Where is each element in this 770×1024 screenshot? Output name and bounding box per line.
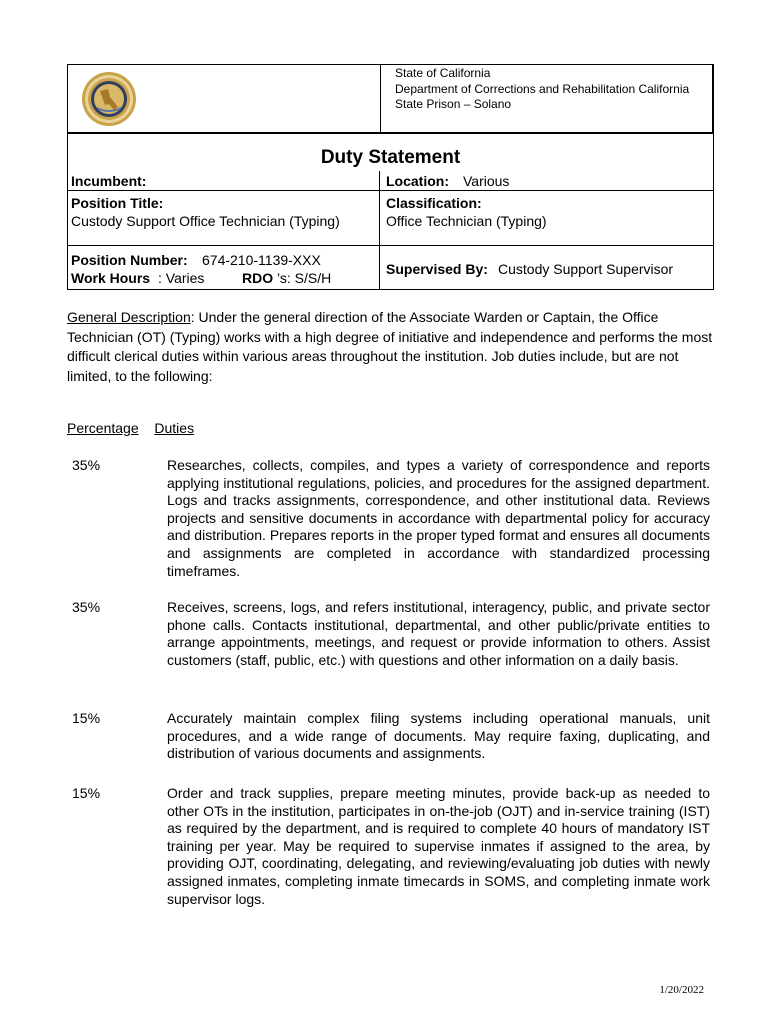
- rdo-value: ’s: S/S/H: [277, 270, 332, 286]
- duty-percent: 15%: [72, 710, 101, 726]
- location-cell: [380, 171, 713, 190]
- header-table: [67, 64, 714, 134]
- supervised-by-cell: [380, 246, 713, 289]
- supervised-by-label: Supervised By:: [386, 261, 488, 277]
- title-row: [67, 134, 714, 171]
- position-title-cell: [68, 191, 380, 245]
- state-seal-icon: [81, 71, 137, 127]
- footer-date: 1/20/2022: [659, 984, 704, 996]
- position-title-label: Position Title:: [71, 195, 164, 211]
- agency-institution: State Prison – Solano: [395, 97, 512, 111]
- classification-value: Office Technician (Typing): [386, 213, 547, 229]
- agency-state: State of California: [395, 66, 491, 80]
- info-row-position: [67, 190, 714, 245]
- general-description-label: General Description: [67, 309, 191, 325]
- document-title: Duty Statement: [320, 147, 461, 168]
- incumbent-cell: [68, 171, 380, 190]
- classification-cell: [380, 191, 713, 245]
- location-value: Various: [463, 173, 510, 189]
- duty-text: Accurately maintain complex filing systems including operational manuals, unit procedures, and a wide range of documents. May require faxing, duplicating, and distribution of various documents and assignments.: [167, 710, 710, 762]
- duty-text: Order and track supplies, prepare meeting minutes, provide back-up as needed to other OTs in the institution, participates in on-the-job (OJT) and in-service training (IST) as required by the department, and is required to complete 40 hours of mandatory IST training per year. May be required to supervise inmates if assigned to the area, by providing OJT, coordinating, delegating, and reviewing/evaluating job duties with newly assigned inmates, completing inmate timecards in SOMS, and completing inmate work supervisor logs.: [167, 785, 710, 907]
- agency-department: Department of Corrections and Rehabilitation California: [395, 81, 690, 96]
- position-number-value: 674-210-1139-XXX: [202, 252, 321, 268]
- duties-header: [67, 420, 194, 436]
- position-number-cell: [68, 246, 380, 289]
- duty-percent: 35%: [72, 599, 101, 615]
- position-title-value: Custody Support Office Technician (Typing): [71, 213, 340, 229]
- duties-heading: Duties: [154, 420, 195, 436]
- agency-block: [395, 66, 689, 113]
- general-description-text: : Under the general direction of the Associate Warden or Captain, the Office Technician (OT) (Typing) works with a high degree of initiative and independence and performs the most difficult clerical duties within various areas throughout the institution. Job duties include, but are not limited, to the following:: [67, 309, 713, 384]
- duty-text: Receives, screens, logs, and refers institutional, interagency, public, and private sector phone calls. Contacts institutional, departmental, and other public/private entities to arrange appointments, meetings, and request or provide information to others. Assist customers (staff, public, etc.) with questions and other information on a daily basis.: [167, 599, 710, 668]
- duty-percent: 15%: [72, 785, 101, 801]
- logo-cell: [68, 65, 381, 132]
- rdo-label: RDO: [242, 270, 274, 286]
- general-description: [67, 308, 713, 386]
- supervised-by-value: Custody Support Supervisor: [498, 261, 674, 277]
- duty-percent: 35%: [72, 457, 101, 473]
- incumbent-label: Incumbent:: [71, 173, 147, 189]
- work-hours-value: : Varies: [158, 270, 205, 286]
- info-row-position-number: [67, 245, 714, 290]
- location-label: Location:: [386, 173, 449, 189]
- percentage-heading: Percentage: [67, 420, 139, 436]
- info-row-incumbent: [67, 171, 714, 190]
- work-hours-label: Work Hours: [71, 270, 151, 286]
- classification-label: Classification:: [386, 195, 482, 211]
- duty-text: Researches, collects, compiles, and types a variety of correspondence and reports applying institutional regulations, policies, and procedures for the assigned department. Logs and tracks assignments, correspondence, and other institutional data. Reviews projects and sensitive documents in accordance with departmental policy for accuracy and distribution. Prepares reports in the proper typed format and ensures all documents and assignments are completed in accordance with standardized processing timeframes.: [167, 457, 710, 579]
- position-number-label: Position Number:: [71, 252, 188, 268]
